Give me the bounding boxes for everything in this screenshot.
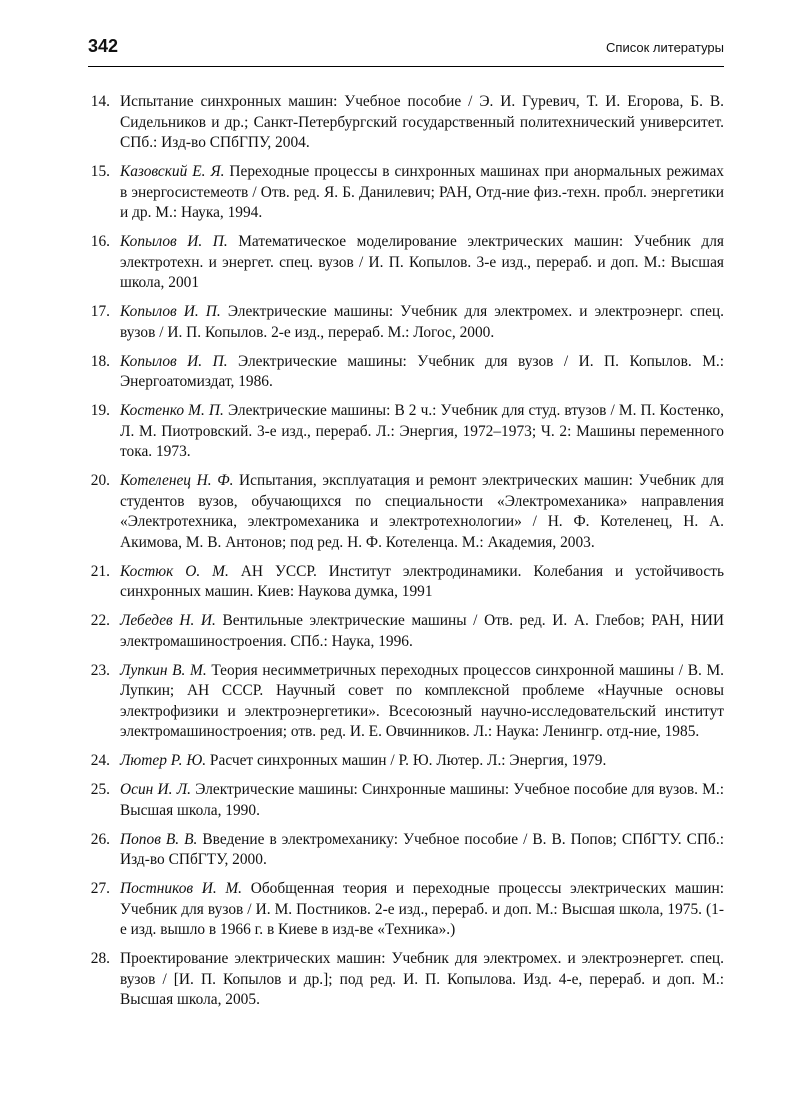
reference-number: 23. [90,661,110,679]
reference-item [84,780,724,821]
reference-text: Электрические машины: Учебник для электромех. и электроэнерг. спец. вузов / И. П. Копылов. 2-е изд., перераб. М.: Логос, 2000. [120,303,725,341]
reference-author: Казовский Е. Я. [120,163,225,180]
reference-text: Вентильные электрические машины / Отв. ред. И. А. Глебов; РАН, НИИ электромашиностроения. СПб.: Наука, 1996. [120,612,724,650]
reference-item [84,352,724,393]
reference-item [84,661,724,743]
reference-author: Копылов И. П. [120,303,221,320]
reference-number: 16. [90,233,110,250]
reference-text: Проектирование электрических машин: Учебник для электромех. и электроэнергет. спец. вузов / [И. П. Копылов и др.]; под ред. И. П. Копылова. Изд. 4-е, перераб. и доп. М.: Высшая школа, 2005. [120,950,724,1008]
running-title: Список литературы [606,40,724,55]
reference-text: Электрические машины: В 2 ч.: Учебник для студ. втузов / М. П. Костенко, Л. М. Пиотровский. 3-е изд., перераб. Л.: Энергия, 1972–1973; Ч. 2: Машины переменного тока. 1973. [120,402,724,460]
reference-text: Обобщенная теория и переходные процессы электрических машин: Учебник для вузов / И. М. Постников. 2-е изд., перераб. и доп. М.: Высшая школа, 1975. (1-е изд. вышло в 1966 г. в Киеве в изд-ве «Техника».) [120,880,724,938]
reference-text: Теория несимметричных переходных процессов синхронной машины / В. М. Лупкин; АН СССР. Научный совет по комплексной проблеме «Научные основы электрофизики и электроэнергетики». Всесоюзный научно-исследовательский институт электромашиностроения; отв. ред. И. Е. Овчинников. Л.: Наука: Ленингр. отд-ние, 1985. [120,661,724,740]
reference-item [84,302,724,343]
reference-author: Копылов И. П. [120,352,228,370]
reference-author: Постников И. М. [120,880,243,897]
reference-number: 19. [90,402,110,419]
reference-text: Введение в электромеханику: Учебное пособие / В. В. Попов; СПбГТУ. СПб.: Изд-во СПбГТУ, 2000. [120,830,724,868]
reference-author: Осин И. Л. [120,781,191,798]
page-number: 342 [88,36,119,56]
reference-text: Испытания, эксплуатация и ремонт электрических машин: Учебник для студентов вузов, обучающихся по специальности «Электромеханика» направления «Электротехника, электромеханика и электротехнологии» / Н. Ф. Котеленец, Н. А. Акимова, М. В. Антонов; под ред. Н. Ф. Котеленца. М.: Академия, 2003. [120,472,724,551]
reference-author: Копылов И. П. [120,233,228,250]
reference-number: 21. [90,562,110,580]
reference-number: 22. [90,612,110,629]
reference-number: 15. [90,163,110,180]
reference-text: Переходные процессы в синхронных машинах при анормальных режимах в энергосистемеотв / Отв. ред. Я. Б. Данилевич; РАН, Отд-ние физ.-техн. пробл. энергетики и др. М.: Наука, 1994. [120,163,724,221]
reference-item [84,751,724,772]
reference-item [84,162,724,224]
reference-text: Электрические машины: Синхронные машины: Учебное пособие для вузов. М.: Высшая школа, 1990. [120,781,724,819]
reference-item [84,401,724,463]
reference-item [84,471,724,553]
reference-number: 28. [90,950,110,967]
reference-number: 25. [90,781,110,798]
reference-item [84,830,724,871]
reference-number: 18. [90,352,110,370]
reference-item [84,611,724,652]
reference-text: Электрические машины: Учебник для вузов / И. П. Копылов. М.: Энергоатомиздат, 1986. [120,352,725,390]
reference-item [84,879,724,941]
reference-author: Костенко М. П. [120,402,224,419]
reference-text: Расчет синхронных машин / Р. Ю. Лютер. Л.: Энергия, 1979. [209,752,607,769]
reference-list [84,92,724,1019]
reference-author: Лупкин В. М. [120,661,207,679]
reference-item [84,232,724,294]
reference-text: Испытание синхронных машин: Учебное пособие / Э. И. Гуревич, Т. И. Егорова, Б. В. Сидельников и др.; Санкт-Петербургский государственный политехнический университет. СПб.: Изд-во СПбГПУ, 2004. [120,93,724,151]
reference-author: Костюк О. М. [120,562,229,580]
reference-author: Лебедев Н. И. [120,612,216,629]
reference-author: Котеленец Н. Ф. [120,472,234,489]
reference-number: 27. [90,880,110,897]
page-header [88,36,724,67]
reference-text: АН УССР. Институт электродинамики. Колебания и устойчивость синхронных машин. Киев: Наукова думка, 1991 [120,562,724,600]
reference-text: Математическое моделирование электрических машин: Учебник для электротехн. и энергет. спец. вузов / И. П. Копылов. 3-е изд., перераб. и доп. М.: Высшая школа, 2001 [120,233,724,291]
reference-number: 17. [90,303,110,320]
reference-number: 20. [90,472,110,489]
reference-number: 14. [90,93,110,110]
reference-number: 26. [90,830,110,848]
reference-item [84,949,724,1011]
reference-item [84,562,724,603]
reference-author: Попов В. В. [120,830,198,848]
reference-author: Лютер Р. Ю. [120,752,207,769]
reference-number: 24. [90,752,110,769]
reference-item [84,92,724,154]
